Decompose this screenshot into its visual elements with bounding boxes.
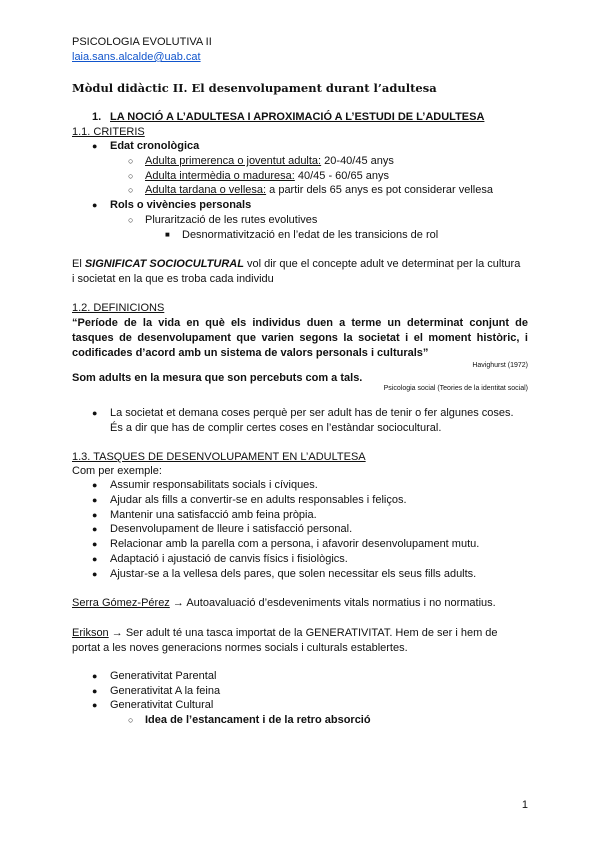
bullet-icon: ● [92, 700, 98, 710]
bullet-icon: ● [92, 671, 98, 681]
adult-statement: Som adults en la mesura que son percebuts com a tals. [72, 372, 363, 384]
hollow-bullet-icon: ○ [128, 215, 134, 225]
list-item: Assumir responsabilitats socials i cíviques. [110, 479, 318, 491]
age-label: Adulta primerenca o joventut adulta: [145, 155, 322, 167]
email-link[interactable]: laia.sans.alcalde@uab.cat [72, 51, 201, 63]
bullet-icon: ● [92, 200, 98, 210]
age-item [145, 170, 389, 182]
list-item: Mantenir una satisfacció amb feina pròpia. [110, 509, 317, 521]
tasques-intro: Com per exemple: [72, 465, 162, 477]
list-item: Generativitat Parental [110, 670, 217, 682]
section-number: 1. [92, 111, 102, 123]
bullet-icon: ● [92, 524, 98, 534]
quote-source: Havighurst (1972) [472, 362, 528, 369]
bullet-icon: ● [92, 569, 98, 579]
serra-name: Serra Gómez-Pérez [72, 597, 170, 609]
bullet-icon: ● [92, 510, 98, 520]
arrow-icon: → [169, 597, 187, 609]
section-title: LA NOCIÓ A L’ADULTESA I APROXIMACIÓ A L’ESTUDI DE L’ADULTESA [110, 111, 485, 123]
erikson-sub: Idea de l’estancament i de la retro absorció [145, 714, 371, 726]
list-item: Adaptació i ajustació de canvis físics i fisiològics. [110, 553, 348, 565]
bullet-icon: ● [92, 408, 98, 418]
page-number: 1 [521, 799, 528, 811]
list-item: Ajudar als fills a convertir-se en adults responsables i feliços. [110, 494, 407, 506]
erikson-text: Ser adult té una tasca importat de la GENERATIVITAT. Hem de ser i hem de [125, 627, 498, 639]
age-item [145, 184, 493, 196]
age-item [145, 155, 394, 167]
age-value: 40/45 - 60/65 anys [294, 170, 389, 182]
age-label: Adulta intermèdia o maduresa: [145, 170, 295, 182]
definition-bullet-line1: La societat et demana coses perquè per ser adult has de tenir o fer algunes coses. [110, 407, 514, 419]
hollow-bullet-icon: ○ [128, 715, 134, 725]
rols-label: Rols o vivències personals [110, 199, 252, 211]
significat-line2: i societat en la que es troba cada individu [72, 273, 274, 285]
age-label: Adulta tardana o vellesa: [145, 184, 267, 196]
serra-text: Autoavaluació d’esdeveniments vitals normatius i no normatius. [186, 597, 496, 609]
course-header: PSICOLOGIA EVOLUTIVA II [72, 36, 212, 48]
significat-rest: vol dir que el concepte adult ve determinat per la cultura [243, 258, 521, 270]
age-value: a partir dels 65 anys es pot considerar vellesa [266, 184, 493, 196]
square-bullet-icon: ■ [165, 230, 170, 239]
rols-subsub: Desnormativització en l’edat de les transicions de rol [182, 229, 439, 241]
hollow-bullet-icon: ○ [128, 171, 134, 181]
havighurst-quote: “Període de la vida en què els individus duen a terme un determinat conjunt de tasques de desenvolupament que varien segons la societat i el moment històric, i codificades d’acord amb un sistema de valors personals i culturals” [72, 317, 528, 359]
significat-line1 [72, 258, 520, 270]
erikson-line1 [72, 627, 498, 639]
bullet-icon: ● [92, 495, 98, 505]
bullet-icon: ● [92, 480, 98, 490]
age-value: 20-40/45 anys [321, 155, 394, 167]
significat-prefix: El [72, 258, 85, 270]
list-item: Generativitat Cultural [110, 699, 214, 711]
definition-bullet-line2: És a dir que has de complir certes coses en l’estàndar sociocultural. [110, 422, 442, 434]
criteris-heading: 1.1. CRITERIS [72, 126, 145, 138]
list-item: Ajustar-se a la vellesa dels pares, que solen necessitar els seus fills adults. [110, 568, 477, 580]
arrow-icon: → [108, 627, 126, 639]
bullet-icon: ● [92, 539, 98, 549]
erikson-line2: portat a les noves generacions normes socials i culturals establertes. [72, 642, 408, 654]
list-item: Desenvolupament de lleure i satisfacció personal. [110, 523, 353, 535]
bullet-icon: ● [92, 554, 98, 564]
statement-source: Psicologia social (Teories de la identitat social) [383, 385, 528, 392]
definicions-heading: 1.2. DEFINICIONS [72, 302, 165, 314]
module-title: Mòdul didàctic II. El desenvolupament durant l’adultesa [72, 81, 437, 95]
significat-term: SIGNIFICAT SOCIOCULTURAL [84, 258, 244, 270]
bullet-icon: ● [92, 141, 98, 151]
hollow-bullet-icon: ○ [128, 156, 134, 166]
tasques-heading: 1.3. TASQUES DE DESENVOLUPAMENT EN L’ADULTESA [72, 451, 366, 463]
rols-sub: Plurarització de les rutes evolutives [145, 214, 318, 226]
erikson-name: Erikson [72, 627, 109, 639]
list-item: Generativitat A la feina [110, 685, 221, 697]
hollow-bullet-icon: ○ [128, 185, 134, 195]
bullet-icon: ● [92, 686, 98, 696]
edat-label: Edat cronològica [110, 140, 200, 152]
serra-line [72, 597, 496, 609]
list-item: Relacionar amb la parella com a persona, i afavorir desenvolupament mutu. [110, 538, 480, 550]
